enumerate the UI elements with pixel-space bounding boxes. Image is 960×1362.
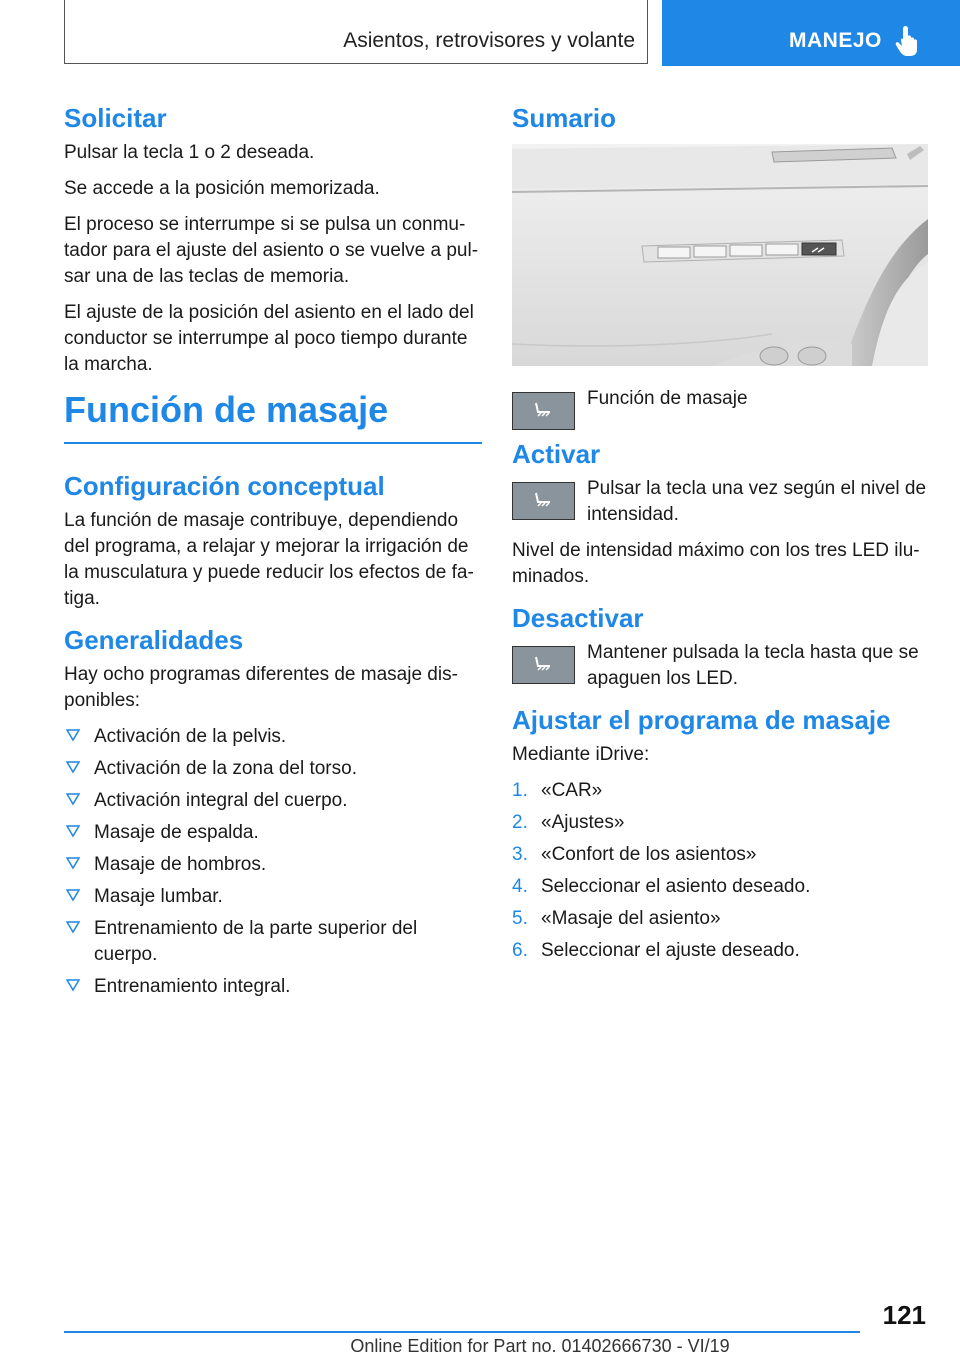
- activar-instruction: Pulsar la tecla una vez según el nivel de intensidad.: [587, 478, 927, 525]
- massage-seat-icon: [533, 655, 555, 675]
- massage-button-icon: [512, 392, 575, 430]
- triangle-bullet-icon: [66, 824, 80, 838]
- list-item: Masaje lumbar.: [64, 884, 482, 910]
- general-paragraph: Hay ocho programas diferentes de masaje dis‐ ponibles:: [64, 664, 458, 711]
- program-list: [64, 724, 482, 1000]
- sumario-heading: Sumario: [512, 103, 617, 133]
- activar-heading: Activar: [512, 439, 601, 469]
- triangle-bullet-icon: [66, 978, 80, 992]
- chapter-tab-label: MANEJO: [789, 29, 882, 52]
- config-heading: Configuración conceptual: [64, 471, 385, 501]
- massage-seat-icon: [533, 491, 555, 511]
- desactivar-heading: Desactivar: [512, 603, 644, 633]
- heading-rule: [64, 442, 482, 444]
- right-column: [512, 100, 930, 970]
- activar-paragraph: Nivel de intensidad máximo con los tres LED ilu‐ minados.: [512, 540, 920, 587]
- solicitar-paragraph-1: Pulsar la tecla 1 o 2 deseada.: [64, 142, 315, 163]
- list-item: Entrenamiento integral.: [64, 974, 482, 1000]
- list-item: 3. «Confort de los asientos»: [512, 844, 757, 865]
- triangle-bullet-icon: [66, 792, 80, 806]
- activar-row: [512, 476, 930, 528]
- door-panel-photo: [512, 144, 928, 366]
- chapter-tab[interactable]: [662, 0, 960, 66]
- solicitar-paragraph-2: Se accede a la posición memorizada.: [64, 178, 380, 199]
- list-item: Activación de la zona del torso.: [64, 756, 482, 782]
- list-item: Masaje de espalda.: [64, 820, 482, 846]
- config-paragraph: La función de masaje contribuye, dependiendo del programa, a relajar y mejorar la irrigación de la musculatura y puede reducir los efectos de fa‐ tiga.: [64, 510, 474, 609]
- massage-caption-row: [512, 386, 930, 426]
- triangle-bullet-icon: [66, 888, 80, 902]
- desactivar-instruction: Mantener pulsada la tecla hasta que se apaguen los LED.: [587, 642, 919, 689]
- list-item: 1. «CAR»: [512, 780, 603, 801]
- edition-text: Online Edition for Part no. 01402666730 - VI/19: [350, 1336, 730, 1356]
- desactivar-row: [512, 640, 930, 692]
- list-item: 4. Seleccionar el asiento deseado.: [512, 876, 811, 897]
- solicitar-paragraph-4: El ajuste de la posición del asiento en el lado del conductor se interrumpe al poco tiempo durante la marcha.: [64, 302, 474, 375]
- list-item: 2. «Ajustes»: [512, 812, 625, 833]
- list-item: 6. Seleccionar el ajuste deseado.: [512, 940, 800, 961]
- list-item: 5. «Masaje del asiento»: [512, 908, 721, 929]
- list-item: Activación de la pelvis.: [64, 724, 482, 750]
- section-title: Asientos, retrovisores y volante: [343, 29, 635, 52]
- section-title-box: [64, 0, 648, 64]
- solicitar-heading: Solicitar: [64, 103, 167, 133]
- triangle-bullet-icon: [66, 856, 80, 870]
- hand-pointer-icon: [895, 24, 921, 58]
- steps-list: [512, 778, 930, 964]
- massage-button-icon: [512, 646, 575, 684]
- ajustar-paragraph: Mediante iDrive:: [512, 744, 650, 765]
- list-item: Activación integral del cuerpo.: [64, 788, 482, 814]
- massage-function-heading: Función de masaje: [64, 389, 389, 430]
- triangle-bullet-icon: [66, 920, 80, 934]
- general-heading: Generalidades: [64, 625, 244, 655]
- page-number: 121: [882, 1300, 926, 1330]
- solicitar-paragraph-3: El proceso se interrumpe si se pulsa un conmu‐ tador para el ajuste del asiento o se vuelve a pul‐ sar una de las teclas de memoria.: [64, 214, 479, 287]
- footer-rule: [64, 1331, 860, 1333]
- triangle-bullet-icon: [66, 728, 80, 742]
- triangle-bullet-icon: [66, 760, 80, 774]
- ajustar-heading: Ajustar el programa de masaje: [512, 705, 891, 735]
- massage-seat-icon: [533, 401, 555, 421]
- list-item: Entrenamiento de la parte superior del cuerpo.: [64, 916, 482, 968]
- list-item: Masaje de hombros.: [64, 852, 482, 878]
- page-header: [0, 0, 960, 66]
- massage-caption: Función de masaje: [587, 388, 748, 409]
- left-column: [64, 100, 482, 1006]
- massage-button-icon: [512, 482, 575, 520]
